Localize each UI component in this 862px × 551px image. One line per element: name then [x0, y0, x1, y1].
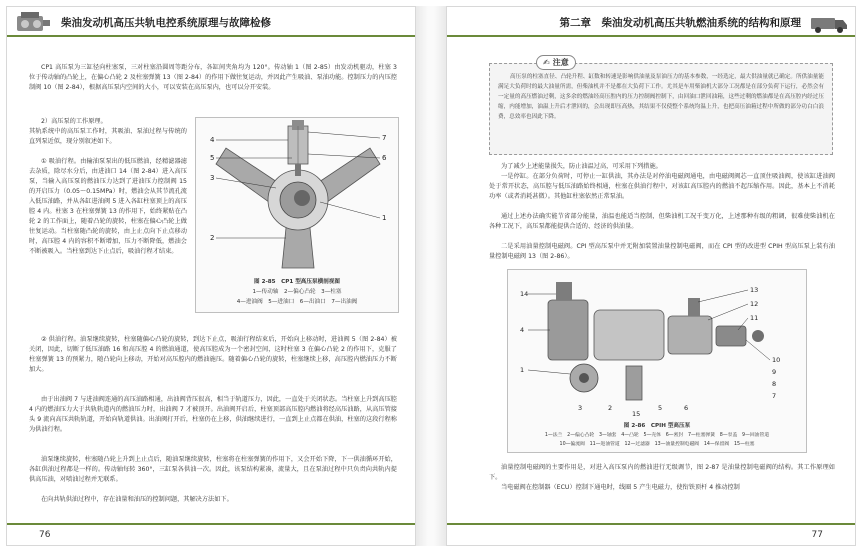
paragraph: 油量控制电磁阀的主要作用是，对进入高压泵内的燃油进行无级调节，图 2-87 是油量控制电磁阀的结构。其工作原理如下。 — [489, 464, 835, 481]
paragraph: ② 供油行程。油泵继续旋转，柱塞随偏心凸轮的旋转，到达下止点，吸油行程结束后，开始向上移动时，进油阀 5（图 2-84）被关闭，因此，切断了低压油路 16 和高压腔 4 的燃油通道，使高压腔成为一个密封空间，这时柱塞 3 在偏心凸轮 2 的作用下，克服了柱塞弹簧 13 的预紧力，随凸轮向上移动，开始对高压腔内的燃油施压。随着偏心凸轮的旋转，柱塞继续上移，高压腔内燃油压力不断加大。 — [29, 336, 397, 373]
right-page-header — [447, 7, 855, 37]
figure-caption-title: 图 2-85 CP1 型高压泵横剖视图 — [254, 279, 340, 285]
callout: 4 — [210, 136, 215, 144]
figure-caption-legend: 1—法兰 2—偏心凸轮 3—轴套 4—凸轮 5—壳体 6—密封 7—柱塞弹簧 8—泵盖 9—回油管道 — [544, 433, 770, 438]
callout: 9 — [772, 368, 777, 376]
callout: 13 — [750, 286, 759, 294]
left-page-header — [7, 7, 415, 37]
figure-caption-legend: 10—偏流阀 11—进油管道 12—过滤器 13—油量控制电磁阀 14—保留阀 15—柱塞 — [559, 442, 755, 447]
callout: 14 — [520, 290, 529, 298]
left-page-footer — [7, 523, 415, 545]
cpih-pump-exploded-diagram — [508, 270, 808, 420]
callout: 1 — [382, 214, 387, 222]
callout: 5 — [210, 154, 215, 162]
callout: 12 — [750, 300, 759, 308]
callout: 2 — [608, 404, 613, 412]
callout: 6 — [684, 404, 689, 412]
note-tag — [536, 55, 576, 70]
paragraph: ① 吸油行程。由输油泵泵出的低压燃油，经精滤器滤去杂质，除尽水分后，由进油口 14（图 2-84）进入高压泵，当输入高压泵的燃油压力达到了进油压力控制阀 15 的开启压力（0.05～0.15MPa）时，燃油会从其节流孔流入低压油路，并从各缸进油阀 5 进入各缸柱塞顶上的高压腔 4 内。柱塞 3 在柱塞弹簧 13 的作用下，始终紧贴在凸轮 2 的工作面上，随着凸轮的旋转，柱塞在偏心凸轮上做往复运动。当柱塞随凸轮的旋转，由上止点向下止点移动时，高压腔 4 内的容积不断增加，压力不断降低，燃油会不断被吸入。当柱塞到达下止点后，吸油行程才结束。 — [29, 158, 187, 255]
pump-cross-section-diagram — [196, 118, 400, 278]
paragraph: 其轨系统中的高压泵工作时，其吸油、泵油过程与传统的直列泵近似，现分别叙述如下。 — [29, 128, 187, 145]
left-page — [6, 6, 416, 546]
paragraph: CP1 高压泵为三缸径向柱塞泵，三对柱塞沿圆周等距分布，各缸间夹角均为 120°。传动轴 1（图 2-85）由发动机驱动，柱塞 3 位于传动轴的凸轮上，在偏心凸轮 2 及柱塞弹簧 13（图 2-84）的作用下做往复运动，并因此产生吸油、泵油功能。控制压力的内压控制阀 10（图 2-84），根据高压泵内空间的大小，可以安装在高压泵内，也可以分开安装。 — [29, 64, 397, 91]
warning-icon: ✍ — [543, 58, 550, 67]
paragraph: 一是停缸。在部分负荷时，可停止一缸供油，其办法是对停油电磁阀通电，由电磁阀阀芯一直顶住吸油阀，使该缸进油阀处于常开状态，高压腔与低压油路始终相通，柱塞在供油行程中，对该缸高压腔内的燃油不起压缩作用。因此，基本上不消耗功率（或者消耗甚微）。其他缸柱塞依然正常泵油。 — [489, 173, 835, 200]
callout: 2 — [210, 234, 215, 242]
callout: 6 — [382, 154, 387, 162]
right-page-footer — [447, 523, 855, 545]
callout: 8 — [772, 380, 777, 388]
book-spine — [416, 6, 446, 546]
figure-caption-legend: 1—传动轴 2—偏心凸轮 3—柱塞 — [252, 289, 342, 295]
figure-2-86 — [507, 269, 807, 453]
callout: 3 — [578, 404, 583, 412]
sub-heading: 2）高压泵的工作原理。 — [41, 118, 107, 125]
callout: 7 — [772, 392, 777, 400]
paragraph: 通过上述办法确实能节省部分能量，油温也能适当控制，但柴油机工况千变万化，上述那种有级的粗调，很难使柴油机在各种工况下，高压泵都能提供合适的、经济的供油量。 — [489, 213, 835, 230]
callout: 15 — [632, 410, 641, 418]
paragraph: 为了减少上述能量损失，防止油温过高，可采用下列措施。 — [501, 163, 662, 170]
page-number: 76 — [39, 530, 51, 540]
paragraph: 在向共轨供油过程中，存在油量和油压的控制问题，其解决方法如下。 — [41, 496, 233, 503]
paragraph: 二是采用油量控制电磁阀。CPI 型高压泵中并无附加装置油量控制电磁阀，而在 CPI 型的改进型 CPIH 型高压泵上装有油量控制电磁阀 13（图 2-86）。 — [489, 243, 835, 260]
note-text: 高压泵的柱塞直径、凸轮升程、缸数和转速是影响供油量及泵油压力的基本参数，一经选定，最大供油量就已确定。所供油量能满足大负荷时的最大油量所需，但柴油机并不是都在大负荷下工作。尤其是车用柴油机大部分工况都是在部分负荷下运行，必然会有一定量的高压燃油过剩，这多余的燃油经高压腔内的压力控制阀控制下，由回油口泄回油箱，这些过剩的燃油都是在高压腔内经过压缩，内能增加，油温上升后才泄回的，会出现即压高热，其结果不仅使整个系统均温上升，也把高压油箱过程中所做的部分功白白浪费，总效率也因此下降。 — [498, 74, 824, 120]
note-label: 注意 — [552, 58, 569, 67]
header-title: 柴油发动机高压共轨电控系统原理与故障检修 — [61, 17, 271, 29]
paragraph: 由于出油阀 7 与进油阀连通的高压油路相通，出油阀背压很高，相当于轨道压力，因此，一直处于关闭状态。当柱塞上升到高压腔 4 内的燃油压力大于共轨轨道内的燃油压力时，出油阀 7 才被顶开。出油阀开启后，柱塞顶部高压腔内燃油将经高压油路，从高压管接头 9 流向高压共轨轨道，开始向轨道供油。出油阀打开后，柱塞仍在上移，供油继续进行，一直到上止点都在供油，柱塞的这段行程称为供油行程。 — [29, 396, 397, 433]
callout: 7 — [382, 134, 387, 142]
engine-logo-icon — [13, 10, 53, 35]
figure-2-85 — [195, 117, 399, 313]
note-box — [489, 58, 833, 155]
callout: 10 — [772, 356, 781, 364]
truck-logo-icon — [809, 10, 849, 35]
callout: 1 — [520, 366, 525, 374]
callout: 3 — [210, 174, 215, 182]
figure-caption-title: 图 2-86 CPIH 型高压泵 — [623, 423, 691, 429]
callout: 4 — [520, 326, 525, 334]
figure-caption-legend: 4—进油阀 5—进油口 6—出油口 7—出油阀 — [236, 299, 358, 305]
page-number: 77 — [811, 530, 823, 540]
paragraph: 油泵继续旋转，柱塞随凸轮上升到上止点后，随油泵继续旋转，柱塞将在柱塞弹簧的作用下，又会开始下降，下一供油循环开始，各缸供油过程都是一样的。传动轴每转 360°，三缸泵各供油一次。因此，该泵结构紧凑，流量大，且在泵油过程中只负责向共轨内提供高压油，对喷油过程并无联系。 — [29, 456, 397, 483]
header-title: 第二章 柴油发动机高压共轨燃油系统的结构和原理 — [559, 17, 801, 29]
callout: 5 — [658, 404, 663, 412]
callout: 11 — [750, 314, 759, 322]
paragraph: 当电磁阀在控制器（ECU）控制下通电时，线圈 5 产生电磁力，使衔铁顶杆 4 推动控制 — [501, 484, 740, 491]
right-page — [446, 6, 856, 546]
